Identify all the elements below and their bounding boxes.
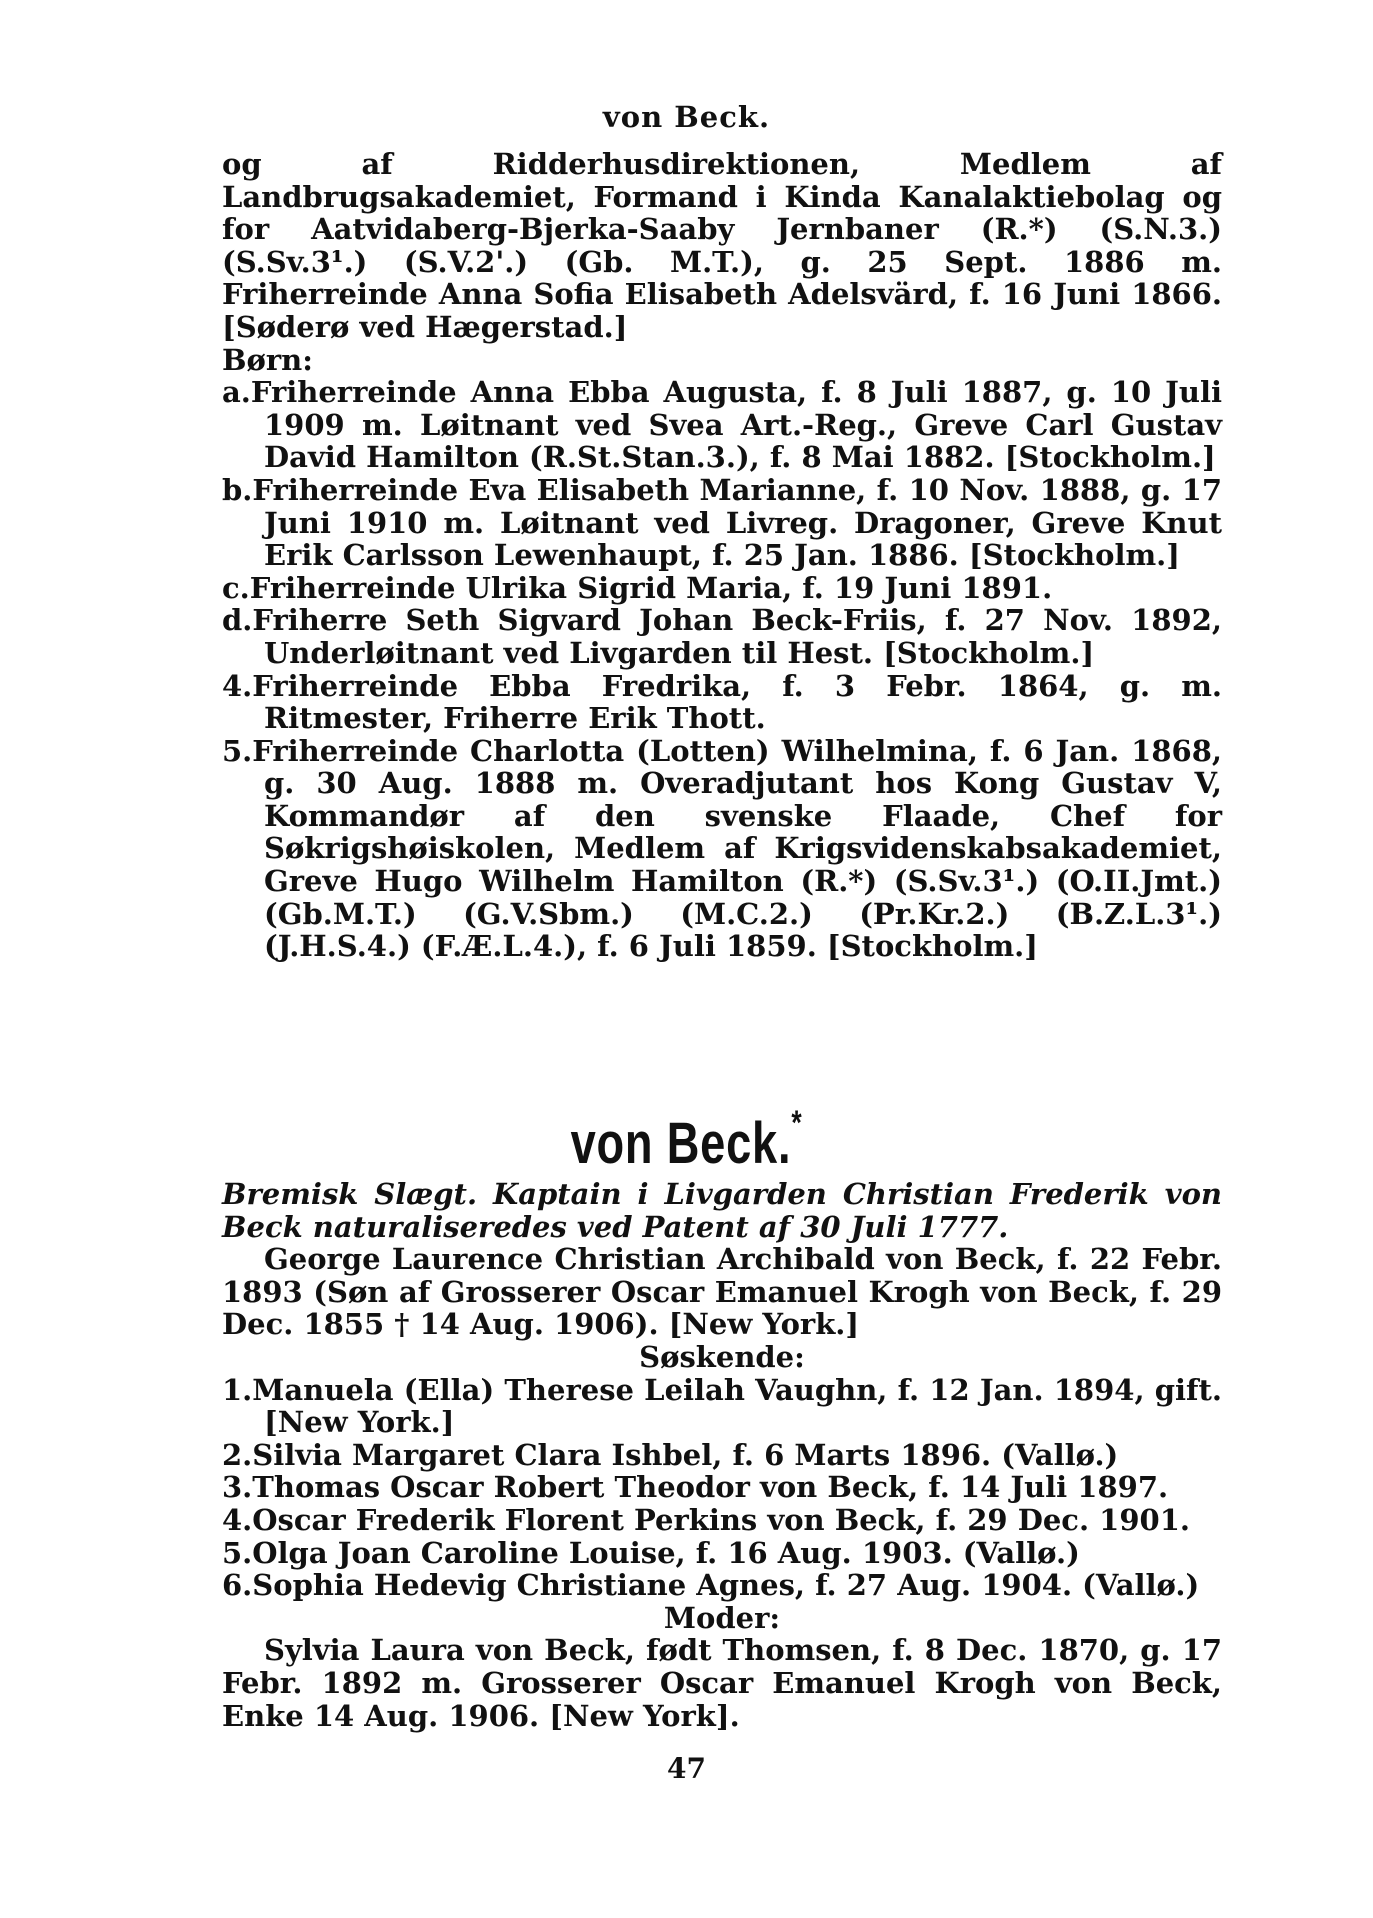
- mother-label: Moder:: [663, 1600, 781, 1635]
- page-number: 47: [667, 1752, 706, 1785]
- sibling-2: 2.Silvia Margaret Clara Ishbel, f. 6 Marts 1896. (Vallø.): [222, 1437, 1119, 1472]
- section-intro: Bremisk Slægt. Kaptain i Livgarden Christian Frederik von Beck naturaliseredes ved Patent af 30 Juli 1777.: [222, 1177, 1222, 1244]
- sibling-4: 4.Oscar Frederik Florent Perkins von Beck, f. 29 Dec. 1901.: [222, 1502, 1190, 1537]
- siblings-label: Søskende:: [639, 1339, 805, 1374]
- sibling-entry-4: 4.Friherreinde Ebba Fredrika, f. 3 Febr. 1864, g. m. Ritmester, Friherre Erik Thott.: [222, 668, 1222, 736]
- child-entry-d: d.Friherre Seth Sigvard Johan Beck-Friis, f. 27 Nov. 1892, Underløitnant ved Livgarden til Hest. [Stockholm.]: [222, 603, 1222, 670]
- title-footnote-mark: *: [791, 1104, 803, 1142]
- section-title: von Beck.*: [570, 1104, 803, 1176]
- sibling-6: 6.Sophia Hedevig Christiane Agnes, f. 27 Aug. 1904. (Vallø.): [222, 1568, 1200, 1603]
- sibling-5: 5.Olga Joan Caroline Louise, f. 16 Aug. 1903. (Vallø.): [222, 1535, 1080, 1570]
- head-person: George Laurence Christian Archibald von Beck, f. 22 Febr. 1893 (Søn af Grosserer Oscar Emanuel Krogh von Beck, f. 29 Dec. 1855 † 14 Aug. 1906). [New York.]: [222, 1242, 1222, 1342]
- section-body: [222, 1178, 1222, 1732]
- continued-paragraph: og af Ridderhusdirektionen, Medlem af Landbrugsakademiet, Formand i Kinda Kanalaktiebolag og for Aatvidaberg-Bjerka-Saaby Jernbaner (R.*) (S.N.3.) (S.Sv.3¹.) (S.V.2'.) (Gb. M.T.), g. 25 Sept. 1886 m. Friherreinde Anna Sofia Elisabeth Adelsvärd, f. 16 Juni 1866. [Søderø ved Hægerstad.]: [222, 147, 1222, 344]
- sibling-entry-5: 5.Friherreinde Charlotta (Lotten) Wilhelmina, f. 6 Jan. 1868, g. 30 Aug. 1888 m. Overadjutant hos Kong Gustav V, Kommandør af den svenske Flaade, Chef for Søkrigshøiskolen, Medlem af Krigsvidenskabsakademiet, Greve Hugo Wilhelm Hamilton (R.*) (S.Sv.3¹.) (O.II.Jmt.) (Gb.M.T.) (G.V.Sbm.) (M.C.2.) (Pr.Kr.2.) (B.Z.L.3¹.) (J.H.S.4.) (F.Æ.L.4.), f. 6 Juli 1859. [Stockholm.]: [222, 733, 1222, 964]
- child-entry-a: a.Friherreinde Anna Ebba Augusta, f. 8 Juli 1887, g. 10 Juli 1909 m. Løitnant ved Svea Art.-Reg., Greve Carl Gustav David Hamilton (R.St.Stan.3.), f. 8 Mai 1882. [Stockholm.]: [222, 375, 1222, 475]
- top-entry: [222, 148, 1222, 963]
- sibling-3: 3.Thomas Oscar Robert Theodor von Beck, f. 14 Juli 1897.: [222, 1470, 1169, 1505]
- mother-entry: Sylvia Laura von Beck, født Thomsen, f. 8 Dec. 1870, g. 17 Febr. 1892 m. Grosserer Oscar Emanuel Krogh von Beck, Enke 14 Aug. 1906. [New York].: [222, 1633, 1222, 1733]
- child-entry-c: c.Friherreinde Ulrika Sigrid Maria, f. 19 Juni 1891.: [222, 570, 1053, 605]
- children-label: Børn:: [222, 342, 313, 377]
- child-entry-b: b.Friherreinde Eva Elisabeth Marianne, f. 10 Nov. 1888, g. 17 Juni 1910 m. Løitnant ved Livreg. Dragoner, Greve Knut Erik Carlsson Lewenhaupt, f. 25 Jan. 1886. [Stockholm.]: [222, 472, 1222, 573]
- running-head: von Beck.: [602, 100, 771, 134]
- sibling-1: 1.Manuela (Ella) Therese Leilah Vaughn, f. 12 Jan. 1894, gift. [New York.]: [222, 1372, 1222, 1440]
